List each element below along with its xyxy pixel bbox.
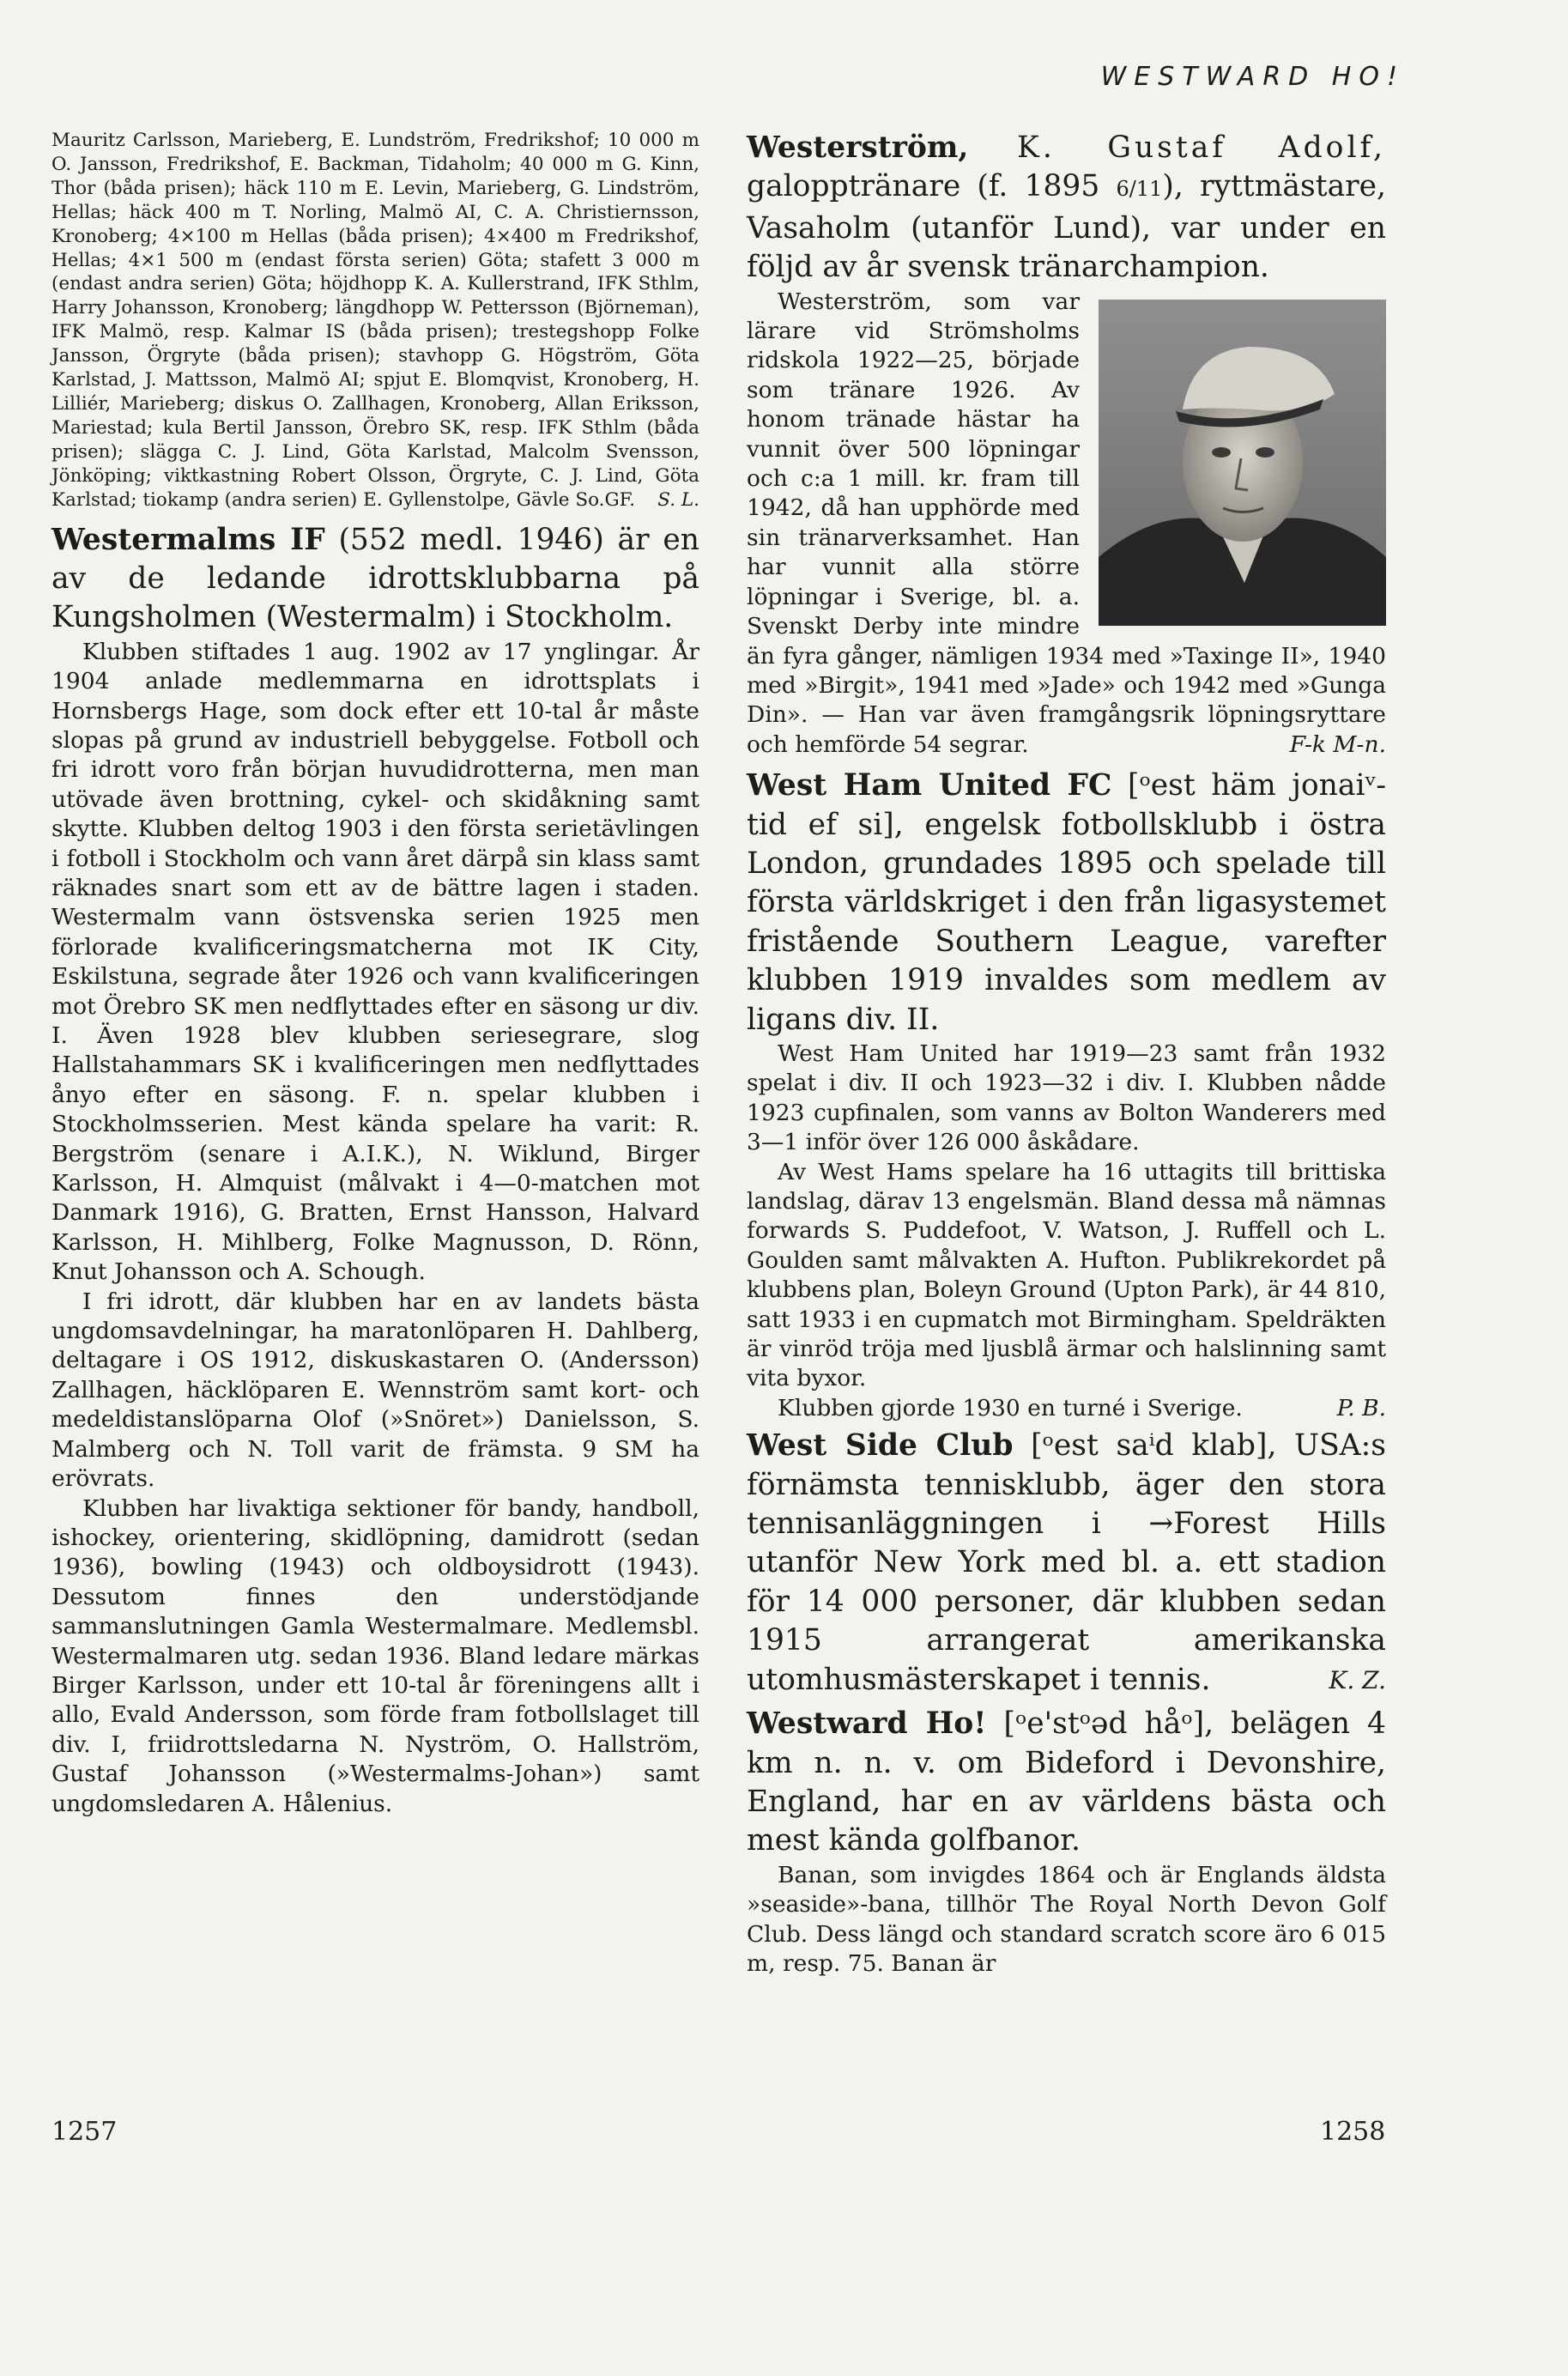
entry-west-ham-lead [747, 767, 1386, 1040]
entry-westward-ho-lead-text: [ᵒe'stᵒəd håᵒ], belägen 4 km n. n. v. om Bideford i Devonshire, England, har en av världens bästa och mest kända golfbanor. [747, 1706, 1386, 1858]
entry-westerstrom-lead [747, 129, 1386, 288]
entry-west-side-club [747, 1427, 1386, 1700]
results-list [51, 129, 699, 512]
entry-headword: West Ham United FC [747, 768, 1112, 803]
left-column [51, 129, 699, 1819]
portrait-photo [1099, 300, 1386, 626]
entry-westerstrom-signature: F-k M-n. [1289, 730, 1386, 758]
entry-west-side-signature: K. Z. [1329, 1665, 1386, 1694]
entry-west-ham-lead-text: [ᵒest häm jonaiᵛ-tid ef si], engelsk fotbollsklubb i östra London, grundades 1895 och spelade till första världskriget i den från ligasystemet fristående Southern League, varefter klubben 1919 invaldes som medlem av ligans div. II. [747, 768, 1386, 1037]
westermalms-paragraph-athletics: I fri idrott, där klubben har en av landets bästa ungdomsavdelningar, ha maratonlöparen H. Dahlberg, deltagare i OS 1912, diskuskastaren O. (Andersson) Zallhagen, häcklöparen E. Wennström samt kort- och medeldistanslöparna Olof (»Snöret») Danielsson, S. Malmberg och N. Toll varit de främsta. 9 SM ha erövrats. [51, 1288, 699, 1493]
entry-west-side-lead-text: [ᵒest saⁱd klab], USA:s förnämsta tennisklubb, äger den stora tennisanläggningen i →Forest Hills utanför New York med bl. a. ett stadion för 14 000 personer, där klubben sedan 1915 arrangerat amerikanska utomhusmästerskapet i tennis. [747, 1428, 1386, 1697]
results-text: Mauritz Carlsson, Marieberg, E. Lundström, Fredrikshof; 10 000 m O. Jansson, Fredrikshof, E. Backman, Tidaholm; 40 000 m G. Kinn, Thor (båda prisen); häck 110 m E. Levin, Marieberg, G. Lindström, Hellas; häck 400 m T. Norling, Malmö AI, C. A. Christiernsson, Kronoberg; 4×100 m Hellas (båda prisen); 4×400 m Fredrikshof, Hellas; 4×1 500 m (endast första serien) Göta; stafett 3 000 m (endast andra serien) Göta; höjdhopp K. A. Kullerstrand, IFK Sthlm, Harry Johansson, Kronoberg; längdhopp W. Pettersson (Björneman), IFK Malmö, resp. Kalmar IS (båda prisen); trestegshopp Folke Jansson, Örgryte (båda prisen); stavhopp G. Högström, Göta Karlstad, J. Mattsson, Malmö AI; spjut E. Blomqvist, Kronoberg, H. Lilliér, Marieberg; diskus O. Zallhagen, Kronoberg, Allan Eriksson, Mariestad; kula Bertil Jansson, Örebro SK, resp. IFK Sthlm (båda prisen); slägga C. J. Lind, Göta Karlstad, Malcolm Svensson, Jönköping; viktkastning Robert Olsson, Örgryte, C. J. Lind, Göta Karlstad; tiokamp (andra serien) E. Gyllenstolpe, Gävle So.GF. [51, 130, 699, 511]
entry-westerstrom-birthdate: 6/11 [1116, 177, 1163, 202]
entry-westerstrom-lead-post: ), ryttmästare, Vasaholm (utanför Lund), var under en följd av år svensk tränarchampion. [747, 169, 1387, 285]
page-number-right: 1258 [1320, 2117, 1386, 2147]
entry-westward-ho-lead [747, 1705, 1386, 1861]
entry-headword: Westward Ho! [747, 1706, 987, 1742]
running-head: WESTWARD HO! [1100, 62, 1405, 92]
entry-westerstrom [747, 129, 1386, 760]
page-number-left: 1257 [51, 2117, 118, 2147]
entry-west-ham-signature: P. B. [1336, 1394, 1386, 1421]
entry-lead-text: (552 medl. 1946) är en av de ledande idrottsklubbarna på Kungsholmen (Westermalm) i Stockholm. [51, 522, 699, 635]
entry-west-ham-paragraph-tour [747, 1394, 1386, 1423]
entry-west-ham-paragraph-divisions: West Ham United har 1919—23 samt från 1932 spelat i div. II och 1923—32 i div. I. Klubben nådde 1923 cupfinalen, som vanns av Bolton Wanderers med 3—1 inför över 126 000 åskådare. [747, 1040, 1386, 1156]
entry-westerstrom-lead-pre: galopptränare (f. 1895 [747, 169, 1100, 204]
entry-headword: Westermalms IF [51, 522, 325, 557]
entry-westermalms-lead [51, 521, 699, 638]
entry-headword: Westerström, [747, 130, 969, 165]
westermalms-paragraph-sections: Klubben har livaktiga sektioner för bandy, handboll, ishockey, orientering, skidlöpning, damidrott (sedan 1936), bowling (1943) och oldboysidrott (1943). Dessutom finnes den understödjande sammanslutningen Gamla Westermalmare. Medlemsbl. Westermalmaren utg. sedan 1936. Bland ledare märkas Birger Karlsson, under ett 10-tal år föreningens allt i allo, Evald Andersson, som förde fram fotbollslaget till div. I, friidrottsledarna N. Nyström, O. Hallström, Gustaf Johansson (»Westermalms-Johan») samt ungdomsledaren A. Hålenius. [51, 1494, 699, 1817]
westermalms-paragraph-history: Klubben stiftades 1 aug. 1902 av 17 ynglingar. År 1904 anlade medlemmarna en idrottsplats i Hornsbergs Hage, som dock efter ett 10-tal år måste slopas på grund av industriell bebyggelse. Fotboll och fri idrott voro från början huvudidrotterna, men man utövade även brottning, cykel- och skidåkning samt skytte. Klubben deltog 1903 i den första serietävlingen i fotboll i Stockholm och vann året därpå sin klass samt räknades snart som ett av de bättre lagen i staden. Westermalm vann östsvenska serien 1925 men förlorade kvalificeringsmatcherna mot IK City, Eskilstuna, segrade åter 1926 och vann kvalificeringen mot Örebro SK men nedflyttades efter en säsong ur div. I. Även 1928 blev klubben seriesegrare, slog Hallstahammars SK i kvalificeringen men nedflyttades ånyo efter en säsong. F. n. spelar klubben i Stockholmsserien. Mest kända spelare ha varit: R. Bergström (senare i A.I.K.), N. Wiklund, Birger Karlsson, H. Almquist (målvakt i 4—0-matchen mot Danmark 1916), G. Bratten, Ernst Hansson, Halvard Karlsson, H. Mihlberg, Folke Magnusson, D. Rönn, Knut Johansson och A. Schough. [51, 638, 699, 1286]
results-signature: S. L. [657, 488, 699, 511]
entry-westward-ho-body: Banan, som invigdes 1864 och är Englands äldsta »seaside»-bana, tillhör The Royal North Devon Golf Club. Dess längd och standard scratch score äro 6 015 m, resp. 75. Banan är [747, 1861, 1386, 1977]
entry-westerstrom-body-text: Westerström, som var lärare vid Strömsholms ridskola 1922—25, började som tränare 1926. Av honom tränade hästar ha vunnit över 500 löpningar och c:a 1 mill. kr. fram till 1942, då han upphörde med sin tränarverksamhet. Han har vunnit alla större löpningar i Sverige, bl. a. Svenskt Derby inte mindre än fyra gånger, nämligen 1934 med »Taxinge II», 1940 med »Birgit», 1941 med »Jade» och 1942 med »Gunga Din». — Han var även framgångsrik löpningsryttare och hemförde 54 segrar. [747, 288, 1386, 758]
entry-west-ham-tour-text: Klubben gjorde 1930 en turné i Sverige. [778, 1394, 1243, 1421]
entry-westerstrom-name: K. Gustaf Adolf, [1017, 130, 1386, 165]
entry-headword: West Side Club [747, 1428, 1014, 1464]
entry-west-ham-paragraph-players: Av West Hams spelare ha 16 uttagits till brittiska landslag, därav 13 engelsmän. Bland dessa må nämnas forwards S. Puddefoot, V. Watson, J. Ruffell och L. Goulden samt målvakten A. Hufton. Publikrekordet på klubbens plan, Boleyn Ground (Upton Park), är 44 810, satt 1933 i en cupmatch mot Birmingham. Speldräkten är vinröd tröja med ljusblå ärmar och halslinning samt vita byxor. [747, 1158, 1386, 1392]
right-column [747, 129, 1386, 1979]
